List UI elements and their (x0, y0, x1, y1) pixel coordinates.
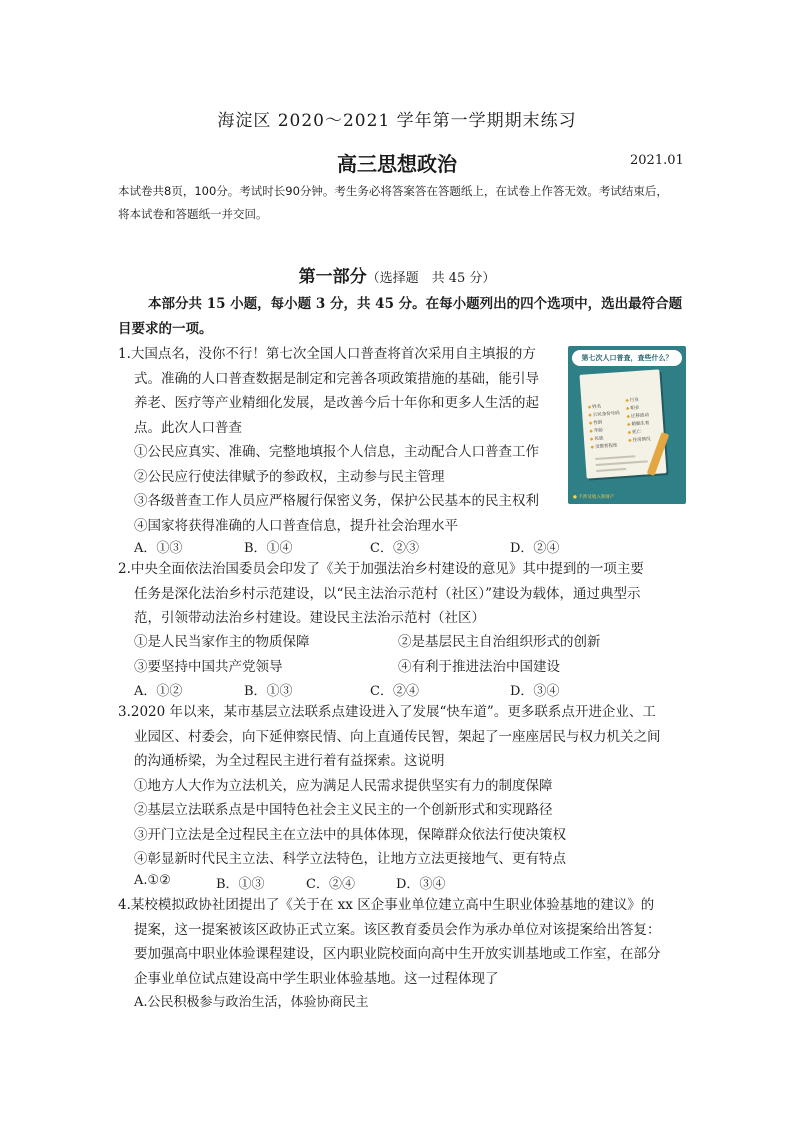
question-2 (118, 557, 698, 631)
figure-item: ◆ 公民身份号码 (588, 410, 620, 418)
statement: ③开门立法是全过程民主在立法中的具体体现，保障群众依法行使决策权 (134, 826, 566, 843)
form-line (596, 468, 626, 472)
form-line (595, 455, 635, 460)
statement: ①是人民当家作主的物质保障 (134, 634, 310, 650)
figure-item: ◆ 性别 (589, 419, 603, 426)
option-a: A.①② (134, 873, 171, 888)
option-d: D．③④ (510, 684, 560, 699)
statement: ④有利于推进法治中国建设 (398, 658, 560, 675)
option-b: B．①④ (244, 541, 293, 556)
option-d: D．②④ (510, 541, 560, 556)
question-text-line: 养老、医疗等产业精细化发展，是改善今后十年你和更多人生活的起 (134, 395, 539, 411)
figure-item: ◆ 死亡 (627, 429, 641, 436)
question-4 (118, 893, 698, 1016)
exam-intro: 本试卷共8页，100分。考试时长90分钟。考生务必将答案答在答题纸上，在试卷上作答无效。考试结束后，将本试卷和答题纸一并交回。 (118, 184, 668, 221)
section-instructions (118, 292, 698, 341)
option-b: B．①③ (216, 877, 265, 892)
question-text-line: 3.2020 年以来，某市基层立法联系点建设进入了发展“快车道”。更多联系点开进企业、工 (118, 704, 656, 720)
question-text-line: 任务是深化法治乡村示范建设，以“民主法治示范村（社区）”建设为载体，通过典型示 (134, 585, 641, 602)
figure-item: ◆ 迁移流动 (626, 412, 649, 420)
statement: ④国家将获得准确的人口普查信息，提升社会治理水平 (134, 517, 458, 534)
question-text-line: 业园区、村委会，向下延伸察民情、向上直通传民智，架起了一座座居民与权力机关之间 (134, 728, 661, 745)
question-text-line: 企事业单位试点建设高中学生职业体验基地。这一过程体现了 (134, 970, 499, 987)
figure-item: ◆ 民族 (590, 435, 604, 442)
instructions-line2: 目要求的一项。 (118, 320, 213, 337)
exam-title: 海淀区 2020～2021 学年第一学期期末练习 (217, 111, 577, 131)
statement: ①地方人大作为立法机关，应为满足人民需求提供坚实有力的制度保障 (134, 777, 553, 794)
figure-item: ◆ 住房情况 (628, 436, 651, 444)
instructions-emph: 四个选项中 (520, 296, 588, 312)
option-d: D．③④ (396, 877, 446, 892)
figure-item: ◆ 行业 (625, 397, 639, 404)
option-a: A.公民积极参与政治生活，体验协商民主 (134, 995, 369, 1010)
question-text-line: 4.某校模拟政协社团提出了《关于在 xx 区企事业单位建立高中生职业体验基地的建议》的 (118, 897, 655, 913)
question-text-line: 点。此次人口普查 (134, 419, 242, 436)
question-text-line: 范，引领带动法治乡村建设。建设民主法治示范村（社区） (134, 610, 485, 626)
figure-item: ◆ 姓名 (588, 403, 602, 410)
statement: ③各级普查工作人员应严格履行保密义务，保护公民基本的民主权利 (134, 493, 539, 509)
option-b: B．①③ (244, 684, 293, 699)
statement: ①公民应真实、准确、完整地填报个人信息，主动配合人口普查工作 (134, 444, 539, 460)
question-3 (118, 700, 698, 872)
figure-item: ◆ 受教育程度 (590, 442, 617, 450)
subject-title: 高三思想政治 (337, 152, 457, 176)
figure-footer: ● 不涉及收入和财产 (573, 495, 615, 500)
form-line (596, 460, 648, 466)
section-title: 第一部分 (298, 267, 367, 287)
figure-item: ◆ 年龄 (589, 427, 603, 434)
statement: ②基层立法联系点是中国特色社会主义民主的一个创新形式和实现路径 (134, 802, 553, 818)
exam-date: 2021.01 (630, 153, 684, 168)
question-1 (118, 342, 568, 538)
figure-title: 第七次人口普查，查些什么？ (572, 350, 682, 366)
section-heading (0, 262, 794, 287)
question-text-line: 式。准确的人口普查数据是制定和完善各项政策措施的基础，能引导 (134, 370, 539, 387)
figure-item: ◆ 婚姻生育 (627, 420, 650, 428)
instructions-part1: 本部分共 15 小题，每小题 3 分，共 45 分。在每小题列出的 (148, 296, 521, 312)
census-infographic (568, 346, 686, 504)
statement: ④彰显新时代民主立法、科学立法特色，让地方立法更接地气、更有特点 (134, 851, 566, 867)
statement: ③要坚持中国共产党领导 (134, 658, 283, 675)
option-a: A．①② (134, 684, 183, 699)
question-text-line: 提案，这一提案被该区政协正式立案。该区教育委员会作为承办单位对该提案给出答复： (134, 921, 661, 938)
question-text-line: 2.中央全面依法治国委员会印发了《关于加强法治乡村建设的意见》其中提到的一项主要 (118, 561, 644, 577)
question-text-line: 的沟通桥梁，为全过程民主进行着有益探索。这说明 (134, 753, 445, 769)
statement: ②公民应行使法律赋予的参政权，主动参与民主管理 (134, 468, 445, 485)
option-c: C．②④ (306, 877, 355, 892)
option-c: C．②④ (370, 684, 419, 699)
statement: ②是基层民主自治组织形式的创新 (398, 634, 601, 650)
section-note: （选择题 共 45 分） (366, 271, 496, 286)
question-text-line: 要加强高中职业体验课程建设，区内职业院校面向高中生开放实训基地或工作室，在部分 (134, 946, 661, 962)
instructions-part2: ，选出最符合题 (587, 296, 683, 312)
option-c: C．②③ (370, 541, 419, 556)
question-2-statements (134, 630, 694, 679)
figure-item: ◆ 职业 (626, 405, 640, 412)
option-a: A．①③ (134, 541, 183, 556)
question-text-line: 1.大国点名，没你不行！第七次全国人口普查将首次采用自主填报的方 (118, 346, 536, 362)
